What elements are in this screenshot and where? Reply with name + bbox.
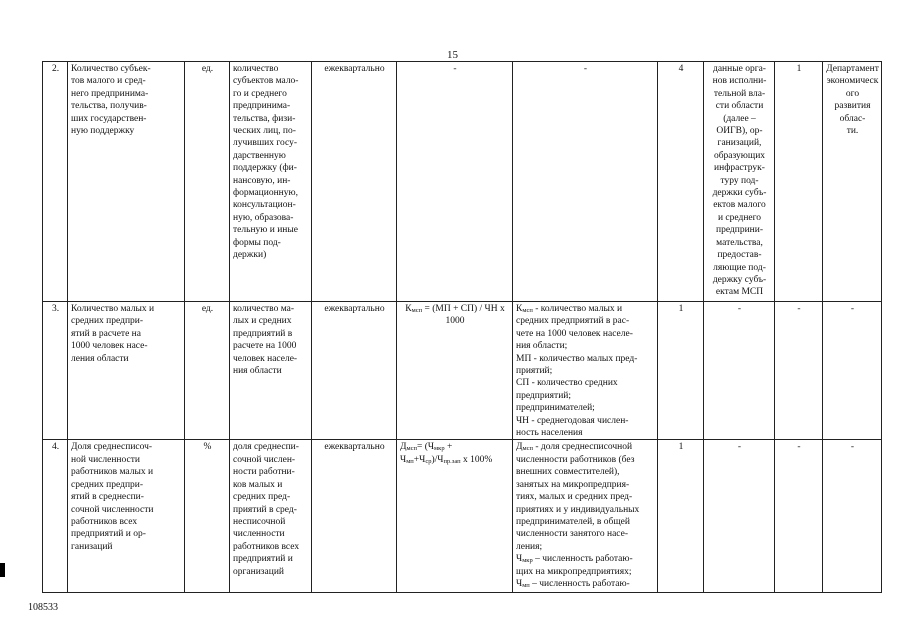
- formula-expression: )/Ч: [431, 454, 444, 465]
- source-cell: -: [704, 302, 775, 440]
- unit-cell: ед.: [185, 62, 230, 302]
- indicator-name: Количество малых и средних предпри- ятий в расчете на 1000 человек насе- ления области: [68, 302, 185, 440]
- table-row: [43, 440, 882, 593]
- frequency-cell: ежеквартально: [312, 302, 397, 440]
- formula-subscript: мсп: [411, 307, 423, 314]
- formula-cell: -: [397, 62, 513, 302]
- formula-expression: = (Ч: [416, 442, 435, 453]
- level-cell: 1: [775, 62, 823, 302]
- formula-subscript: мкр: [434, 445, 445, 453]
- table-row: [43, 302, 882, 440]
- formula-symbol: К: [405, 304, 412, 314]
- formula-subscript: мп: [406, 457, 414, 465]
- row-number: 4.: [43, 440, 68, 593]
- formula-subscript: ср: [425, 457, 432, 465]
- formula-subscript: мсп: [406, 445, 417, 453]
- responsible-cell: -: [823, 302, 882, 440]
- formula-expression: = (МП + СП) / ЧН х 1000: [424, 304, 505, 327]
- table-row: [43, 62, 882, 302]
- level-cell: -: [775, 440, 823, 593]
- formula-expression: х 100%: [460, 454, 493, 465]
- formula-cell: [397, 440, 513, 593]
- variable-symbol: К: [516, 304, 523, 314]
- variable-symbol: Ч: [516, 554, 523, 565]
- responsible-cell: -: [823, 440, 882, 593]
- method-cell: 4: [658, 62, 704, 302]
- unit-cell: ед.: [185, 302, 230, 440]
- variable-description: МП - количество малых пред- приятий;: [516, 353, 638, 377]
- formula-expression: +Ч: [413, 454, 426, 465]
- responsible-cell: Департамент экономического развития облас- ти.: [823, 62, 882, 302]
- variable-description: - доля среднесписочной численности работников (без внешних совместителей), занятых на микропредприя- тиях, малых и средних пред- приятиях и у индивидуальных предпринимателей, в общей численности занятого насе- ления;: [516, 442, 640, 552]
- variable-description: - количество малых и средних предприятий в рас- чете на 1000 человек населе- ния области;: [516, 304, 633, 352]
- unit-cell: %: [185, 440, 230, 593]
- definition-cell: количество субъектов мало- го и среднего предпринима- тельства, физи- ческих лиц, по- лучивших госу- дарственную поддержку (фи- нансовую, ин- формационную, консультацион- ную, образова- тельную и иные формы под- держки): [230, 62, 312, 302]
- footer-code: 108533: [28, 602, 58, 613]
- variable-description: ЧН - среднегодовая числен- ность населения: [516, 415, 629, 439]
- method-cell: 1: [658, 302, 704, 440]
- definition-cell: количество ма- лых и средних предприятий в расчете на 1000 человек населе- ния области: [230, 302, 312, 440]
- indicator-name: Количество субъек- тов малого и сред- него предпринима- тельства, получив- ших государствен- ную поддержку: [68, 62, 185, 302]
- variable-description: – численность работаю-: [529, 578, 630, 589]
- definition-cell: доля среднеспи- сочной числен- ности работни- ков малых и средних пред- приятий в сред- несписочной численности работников всех предприятий и организаций: [230, 440, 312, 593]
- margin-mark: [0, 563, 5, 577]
- method-cell: 1: [658, 440, 704, 593]
- variable-subscript: мсп: [522, 307, 533, 314]
- variable-subscript: мсп: [522, 445, 533, 453]
- variable-description: СП - количество средних предприятий; предпринимателей;: [516, 378, 618, 414]
- indicators-table: [42, 61, 882, 593]
- variable-symbol: Д: [516, 442, 523, 453]
- variable-description: – численность работаю- щих на микропредприятиях;: [516, 554, 633, 577]
- variable-subscript: мкр: [522, 557, 533, 565]
- formula-subscript: пр.зап: [443, 457, 461, 465]
- row-number: 3.: [43, 302, 68, 440]
- source-cell: -: [704, 440, 775, 593]
- frequency-cell: ежеквартально: [312, 440, 397, 593]
- variable-symbol: Ч: [516, 578, 523, 589]
- indicator-name: Доля среднесписоч- ной численности работников малых и средних предпри- ятий в среднеспи- сочной численности работников всех предприятий и ор- ганизаций: [68, 440, 185, 593]
- source-cell: данные орга- нов исполни- тельной вла- сти области (далее – ОИГВ), ор- ганизаций, образующих инфраструк- туру под- держки субъ- ектов малого и среднего предприни- мательства, предостав- ляющие под- держку субъ- ектам МСП: [704, 62, 775, 302]
- variables-cell: [513, 302, 658, 440]
- frequency-cell: ежеквартально: [312, 62, 397, 302]
- variable-subscript: мп: [522, 581, 530, 589]
- formula-expression: + Ч: [400, 442, 453, 465]
- row-number: 2.: [43, 62, 68, 302]
- page-number: 15: [447, 49, 458, 61]
- formula-cell: [397, 302, 513, 440]
- variables-cell: -: [513, 62, 658, 302]
- formula-symbol: Д: [400, 442, 407, 453]
- level-cell: -: [775, 302, 823, 440]
- variables-cell: [513, 440, 658, 593]
